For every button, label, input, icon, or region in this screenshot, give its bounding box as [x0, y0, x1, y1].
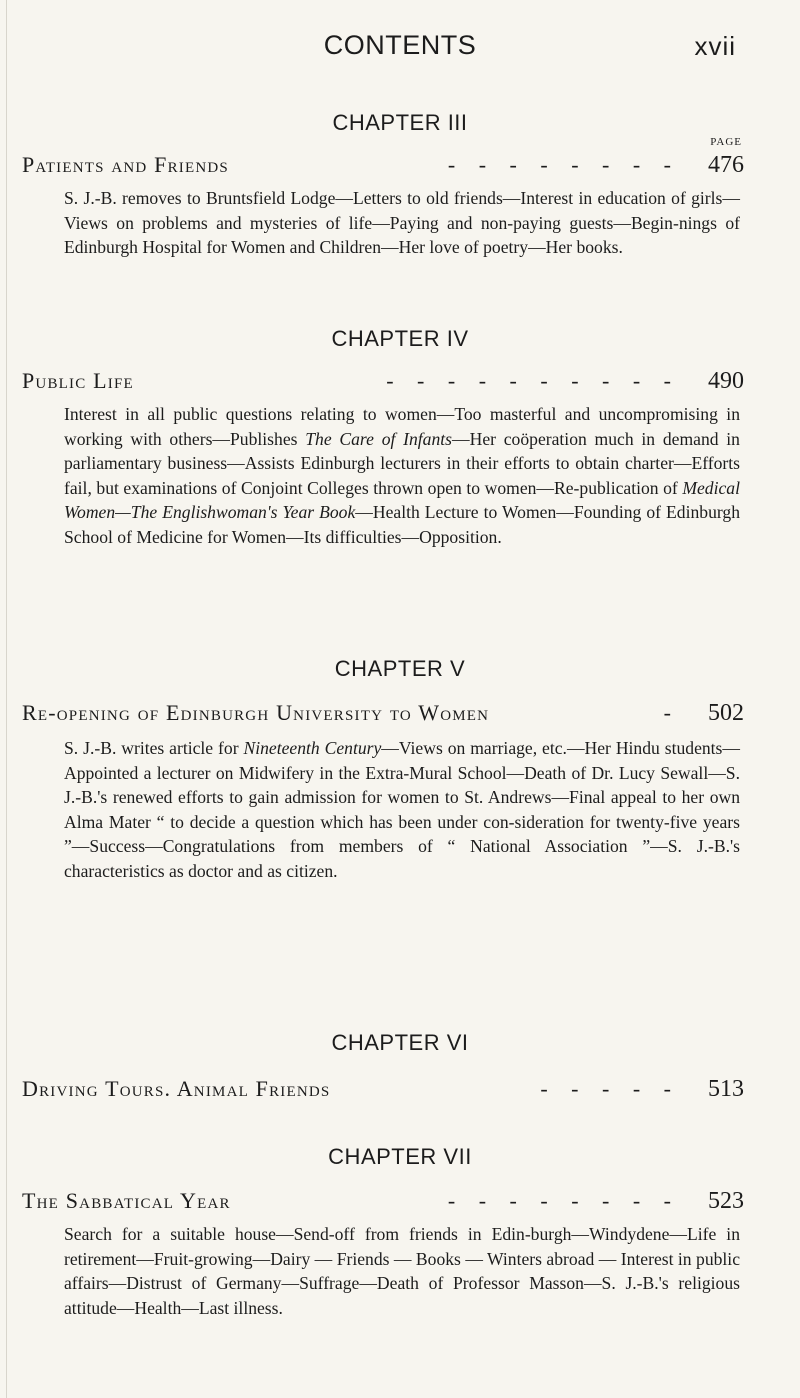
- chapter-synopsis: [64, 402, 740, 550]
- chapter-heading: CHAPTER V: [334, 656, 466, 681]
- chapter-page-number: 490: [708, 368, 744, 394]
- dot-leader: - - - - - - - - - -: [386, 368, 680, 393]
- synopsis-text: Interest in all public questions relating to women—Too masterful and uncompromising in working with others—Publishes: [64, 404, 740, 449]
- synopsis-italic-title: The Care of Infants: [305, 428, 453, 449]
- page-folio: xvii: [694, 31, 736, 61]
- synopsis-text: S. J.-B. writes article for: [64, 738, 244, 758]
- synopsis-italic-title: Nineteenth Century: [243, 738, 382, 758]
- chapter-title: Public Life: [22, 368, 134, 393]
- page-column-label: PAGE: [710, 136, 742, 148]
- synopsis-text: —Health Lecture to Women—Founding of Edinburgh School of Medicine for Women—Its difficulties—Opposition.: [64, 502, 740, 547]
- chapter-title-row: [22, 152, 742, 182]
- running-head-title: CONTENTS: [323, 30, 477, 60]
- synopsis-italic-title: Medical Women—The Englishwoman's Year Book: [64, 477, 740, 523]
- chapter-heading: CHAPTER IV: [331, 326, 469, 351]
- synopsis-text: Search for a suitable house—Send-off from friends in Edin-burgh—Windydene—Life in retirement—Fruit-growing—Dairy — Friends — Books — Winters abroad — Interest in public affairs—Distrust of Germany—Suffrage—Death of Professor Masson—S. J.-B.'s religious attitude—Health—Last illness.: [64, 1224, 740, 1318]
- dot-leader: - - - - - - - -: [447, 152, 680, 177]
- synopsis-text: S. J.-B. removes to Bruntsfield Lodge—Letters to old friends—Interest in education of girls—Views on problems and mysteries of life—Paying and non-paying guests—Begin-nings of Edinburgh Hospital for Women and Children—Her love of poetry—Her books.: [64, 188, 740, 258]
- dot-leader: - - - - -: [540, 1076, 680, 1101]
- chapter-title: Re-opening of Edinburgh University to Women: [22, 700, 490, 725]
- chapter-title: Driving Tours. Animal Friends: [22, 1076, 331, 1101]
- synopsis-text: —Views on marriage, etc.—Her Hindu students—Appointed a lecturer on Midwifery in the Extra-Mural School—Death of Dr. Lucy Sewall—S. J.-B.'s renewed efforts to gain admission for women to St. Andrews—Final appeal to her own Alma Mater “ to decide a question which has been under con-sideration for twenty-five years ”—Success—Congratulations from members of “ National Association ”—S. J.-B.'s characteristics as doctor and as citizen.: [64, 738, 740, 881]
- chapter-heading: CHAPTER VI: [331, 1030, 469, 1055]
- chapter-page-number: 502: [708, 700, 744, 726]
- chapter-title-row: [22, 1188, 742, 1218]
- chapter-title: The Sabbatical Year: [22, 1188, 231, 1213]
- chapter-synopsis: [64, 736, 740, 884]
- running-head: [0, 30, 800, 66]
- chapter-page-number: 476: [708, 152, 744, 178]
- chapter-page-number: 513: [708, 1076, 744, 1102]
- chapter-title: Patients and Friends: [22, 152, 229, 177]
- chapter-title-row: [22, 700, 742, 730]
- dot-leader: -: [663, 700, 680, 725]
- chapter-synopsis: [64, 186, 740, 260]
- chapter-heading: CHAPTER VII: [328, 1144, 472, 1169]
- chapter-page-number: 523: [708, 1188, 744, 1214]
- page-edge-line: [6, 0, 7, 1398]
- synopsis-text: —Her coöperation much in demand in parliamentary business—Assists Edinburgh lecturers in their efforts to obtain charter—Efforts fail, but examinations of Conjoint Colleges thrown open to women—Re-publication of: [64, 428, 740, 498]
- chapter-heading: CHAPTER III: [332, 110, 468, 135]
- chapter-title-row: [22, 368, 742, 398]
- dot-leader: - - - - - - - -: [447, 1188, 680, 1213]
- chapter-title-row: [22, 1076, 742, 1106]
- chapter-synopsis: [64, 1222, 740, 1320]
